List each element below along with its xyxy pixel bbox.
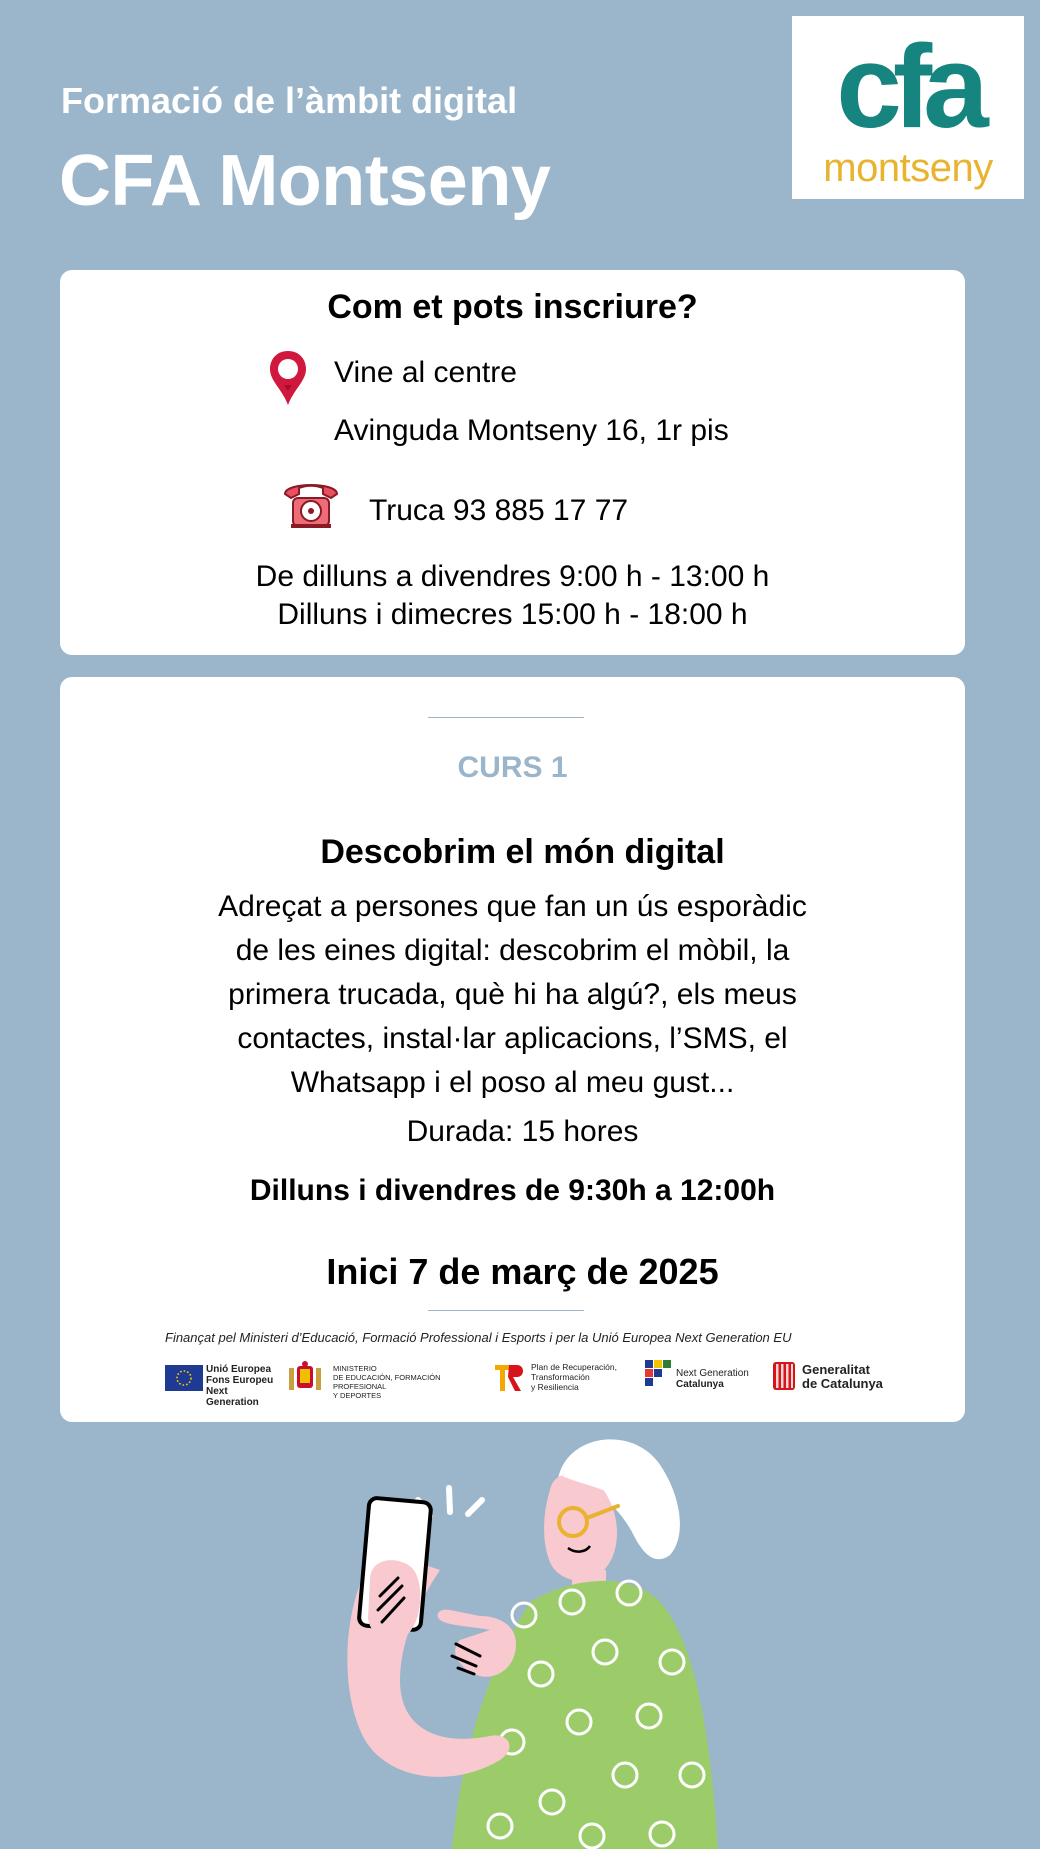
plan-line: y Resiliencia bbox=[531, 1382, 579, 1392]
ministerio-logo bbox=[285, 1360, 495, 1400]
generalitat-logo bbox=[773, 1360, 898, 1396]
visit-label: Vine al centre bbox=[334, 356, 517, 389]
phone-label: Truca 93 885 17 77 bbox=[369, 494, 629, 527]
woman-phone-illustration bbox=[340, 1430, 780, 1849]
course-label: CURS 1 bbox=[457, 751, 568, 784]
funding-logos bbox=[160, 1360, 900, 1408]
generalitat-line: Generalitat bbox=[802, 1362, 870, 1377]
signup-card bbox=[60, 270, 965, 655]
hours-weekdays: De dilluns a divendres 9:00 h - 13:00 h bbox=[255, 560, 770, 593]
course-duration: Durada: 15 hores bbox=[406, 1115, 639, 1148]
plan-logo bbox=[495, 1360, 635, 1396]
hours-afternoon: Dilluns i dimecres 15:00 h - 18:00 h bbox=[277, 598, 748, 631]
ministerio-line: Y DEPORTES bbox=[333, 1391, 382, 1400]
logo-sub-text: montseny bbox=[823, 146, 993, 190]
nextgen-line: Catalunya bbox=[676, 1379, 724, 1390]
funding-text: Finançat pel Ministeri d’Educació, Formació Professional i Esports i per la Unió Europea Next Generation EU bbox=[165, 1330, 792, 1345]
ministerio-line: MINISTERIO bbox=[333, 1364, 377, 1373]
plan-line: Transformación bbox=[531, 1372, 590, 1382]
generalitat-shield-icon bbox=[773, 1362, 795, 1390]
eu-logo bbox=[165, 1360, 280, 1408]
header-title: CFA Montseny bbox=[59, 141, 551, 221]
description-line: de les eines digital: descobrim el mòbil, la bbox=[235, 934, 790, 967]
plan-r-icon bbox=[495, 1363, 527, 1393]
course-description bbox=[60, 885, 965, 1105]
coat-of-arms-icon bbox=[285, 1360, 325, 1396]
nextgen-squares-icon bbox=[645, 1360, 671, 1386]
divider-top bbox=[428, 717, 584, 718]
course-card bbox=[60, 677, 965, 1422]
nextgen-line: Next Generation bbox=[676, 1368, 749, 1379]
description-line: contactes, instal·lar aplicacions, l’SMS, el bbox=[237, 1022, 788, 1055]
logo-main-text: cfa bbox=[836, 21, 980, 153]
header-subtitle: Formació de l’àmbit digital bbox=[61, 80, 518, 121]
nextgen-logo bbox=[645, 1360, 765, 1396]
eu-line: Unió Europea bbox=[206, 1364, 272, 1375]
description-line: primera trucada, què hi ha algú?, els meus bbox=[228, 978, 797, 1011]
course-schedule: Dilluns i divendres de 9:30h a 12:00h bbox=[249, 1174, 776, 1207]
eu-flag-icon bbox=[165, 1365, 203, 1391]
course-start: Inici 7 de març de 2025 bbox=[326, 1251, 719, 1292]
location-pin-icon bbox=[267, 349, 309, 407]
cfa-logo bbox=[792, 16, 1024, 199]
address-text: Avinguda Montseny 16, 1r pis bbox=[334, 414, 729, 447]
description-line: Adreçat a persones que fan un ús esporàdic bbox=[218, 890, 807, 923]
description-line: Whatsapp i el poso al meu gust... bbox=[290, 1066, 735, 1099]
ministerio-line: DE EDUCACIÓN, FORMACIÓN PROFESIONAL bbox=[333, 1373, 441, 1391]
course-title: Descobrim el món digital bbox=[320, 833, 725, 871]
divider-bottom bbox=[428, 1310, 584, 1311]
eu-line: Fons Europeu bbox=[206, 1375, 274, 1386]
eu-line: Next Generation bbox=[206, 1386, 259, 1408]
plan-line: Plan de Recuperación, bbox=[531, 1362, 618, 1372]
generalitat-line: de Catalunya bbox=[802, 1376, 883, 1391]
telephone-icon bbox=[281, 476, 341, 530]
signup-heading: Com et pots inscriure? bbox=[327, 288, 698, 326]
